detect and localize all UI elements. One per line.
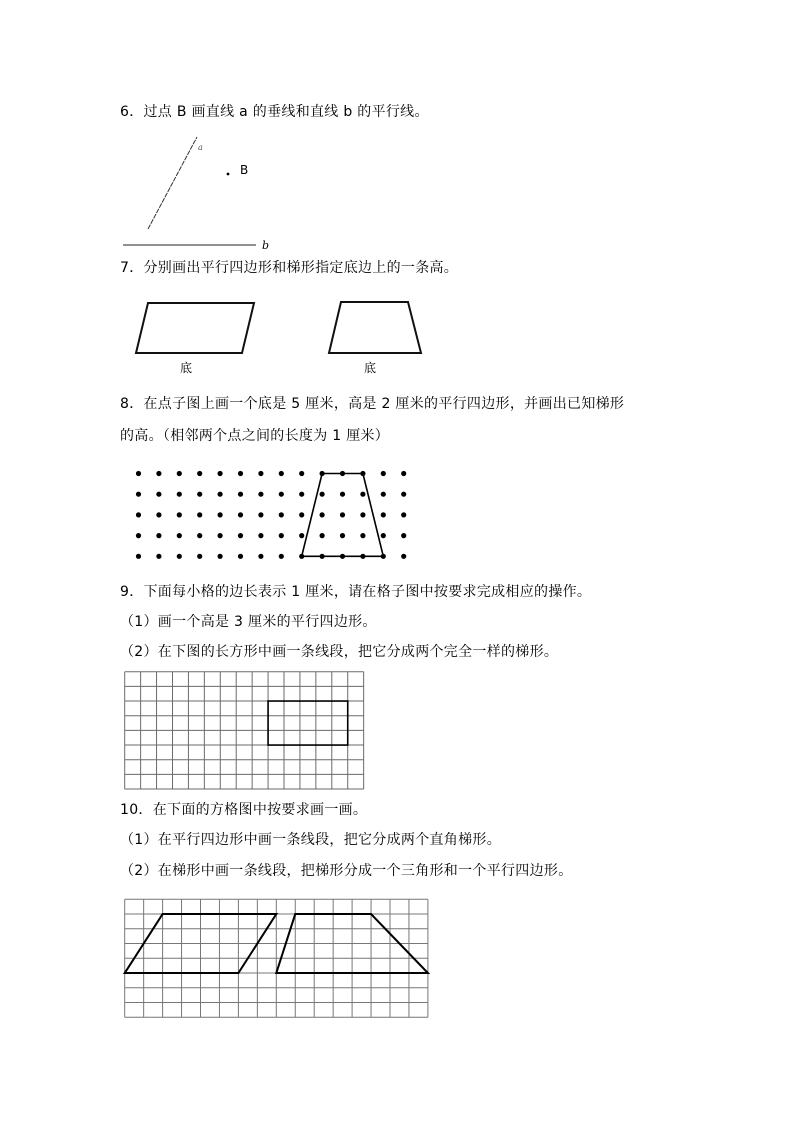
dot bbox=[218, 512, 223, 517]
line-a bbox=[148, 137, 197, 229]
q7-trapezoid bbox=[329, 302, 421, 353]
dot bbox=[177, 554, 182, 559]
dot bbox=[381, 533, 386, 538]
dot bbox=[258, 533, 263, 538]
dot bbox=[197, 492, 202, 497]
question-8-text-line2: 的高。（相邻两个点之间的长度为 1 厘米） bbox=[120, 428, 390, 444]
dot bbox=[156, 512, 161, 517]
dot bbox=[238, 471, 243, 476]
q7-trapezoid-base-label: 底 bbox=[364, 361, 377, 375]
dot bbox=[258, 471, 263, 476]
dot bbox=[401, 533, 406, 538]
q8-trapezoid bbox=[302, 474, 384, 557]
question-8-text-line1: 8．在点子图上画一个底是 5 厘米，高是 2 厘米的平行四边形，并画出已知梯形 bbox=[120, 396, 625, 412]
dot bbox=[340, 554, 345, 559]
dot bbox=[279, 554, 284, 559]
line-a-label: a bbox=[198, 143, 203, 152]
dot bbox=[177, 492, 182, 497]
question-9-text: 9．下面每小格的边长表示 1 厘米，请在格子图中按要求完成相应的操作。 bbox=[120, 584, 592, 600]
q9-rectangle bbox=[268, 701, 348, 745]
dot bbox=[136, 512, 141, 517]
dot bbox=[156, 533, 161, 538]
dot bbox=[299, 554, 304, 559]
dot bbox=[238, 492, 243, 497]
q10-parallelogram bbox=[125, 914, 277, 973]
dot bbox=[197, 471, 202, 476]
dot bbox=[299, 512, 304, 517]
point-b-label: B bbox=[240, 163, 249, 177]
dot bbox=[238, 533, 243, 538]
question-9-part1: （1）画一个高是 3 厘米的平行四边形。 bbox=[120, 614, 377, 630]
dot bbox=[320, 471, 325, 476]
dot bbox=[340, 512, 345, 517]
dot bbox=[258, 512, 263, 517]
question-6-text: 6．过点 B 画直线 a 的垂线和直线 b 的平行线。 bbox=[120, 104, 429, 120]
dot bbox=[360, 471, 365, 476]
dot bbox=[258, 554, 263, 559]
dot bbox=[218, 533, 223, 538]
question-7-text: 7．分别画出平行四边形和梯形指定底边上的一条高。 bbox=[120, 260, 459, 276]
dot bbox=[279, 512, 284, 517]
question-10-part2: （2）在梯形中画一条线段，把梯形分成一个三角形和一个平行四边形。 bbox=[120, 863, 573, 879]
dot bbox=[218, 471, 223, 476]
dot bbox=[136, 533, 141, 538]
dot bbox=[177, 471, 182, 476]
dot bbox=[177, 533, 182, 538]
dot bbox=[299, 492, 304, 497]
dot bbox=[381, 492, 386, 497]
q10-grid bbox=[125, 899, 428, 1017]
q8-dot-grid bbox=[136, 471, 406, 559]
dot bbox=[320, 554, 325, 559]
point-b bbox=[227, 173, 230, 176]
dot bbox=[299, 533, 304, 538]
dot bbox=[279, 533, 284, 538]
dot bbox=[381, 512, 386, 517]
q10-trapezoid bbox=[276, 914, 428, 973]
q7-parallelogram bbox=[136, 303, 254, 353]
dot bbox=[320, 533, 325, 538]
dot bbox=[136, 492, 141, 497]
dot bbox=[401, 512, 406, 517]
dot bbox=[401, 492, 406, 497]
dot bbox=[238, 512, 243, 517]
dot bbox=[320, 512, 325, 517]
dot bbox=[381, 554, 386, 559]
dot bbox=[197, 512, 202, 517]
dot bbox=[177, 512, 182, 517]
dot bbox=[156, 554, 161, 559]
question-9-part2: （2）在下图的长方形中画一条线段，把它分成两个完全一样的梯形。 bbox=[120, 644, 559, 660]
dot bbox=[218, 492, 223, 497]
dot bbox=[401, 554, 406, 559]
dot bbox=[218, 554, 223, 559]
dot bbox=[279, 471, 284, 476]
dot bbox=[401, 471, 406, 476]
dot bbox=[258, 492, 263, 497]
dot bbox=[340, 471, 345, 476]
dot bbox=[340, 492, 345, 497]
dot bbox=[197, 554, 202, 559]
dot bbox=[136, 554, 141, 559]
q7-parallelogram-base-label: 底 bbox=[180, 361, 193, 375]
dot bbox=[156, 492, 161, 497]
dot bbox=[197, 533, 202, 538]
dot bbox=[279, 492, 284, 497]
dot bbox=[360, 512, 365, 517]
dot bbox=[381, 471, 386, 476]
dot bbox=[299, 471, 304, 476]
dot bbox=[340, 533, 345, 538]
dot bbox=[156, 471, 161, 476]
dot bbox=[360, 533, 365, 538]
question-10-part1: （1）在平行四边形中画一条线段，把它分成两个直角梯形。 bbox=[120, 832, 502, 848]
dot bbox=[136, 471, 141, 476]
dot bbox=[320, 492, 325, 497]
dot bbox=[360, 554, 365, 559]
q9-grid bbox=[125, 672, 364, 789]
dot bbox=[360, 492, 365, 497]
dot bbox=[238, 554, 243, 559]
question-10-text: 10．在下面的方格图中按要求画一画。 bbox=[120, 802, 368, 818]
line-b-label: b bbox=[262, 239, 270, 252]
